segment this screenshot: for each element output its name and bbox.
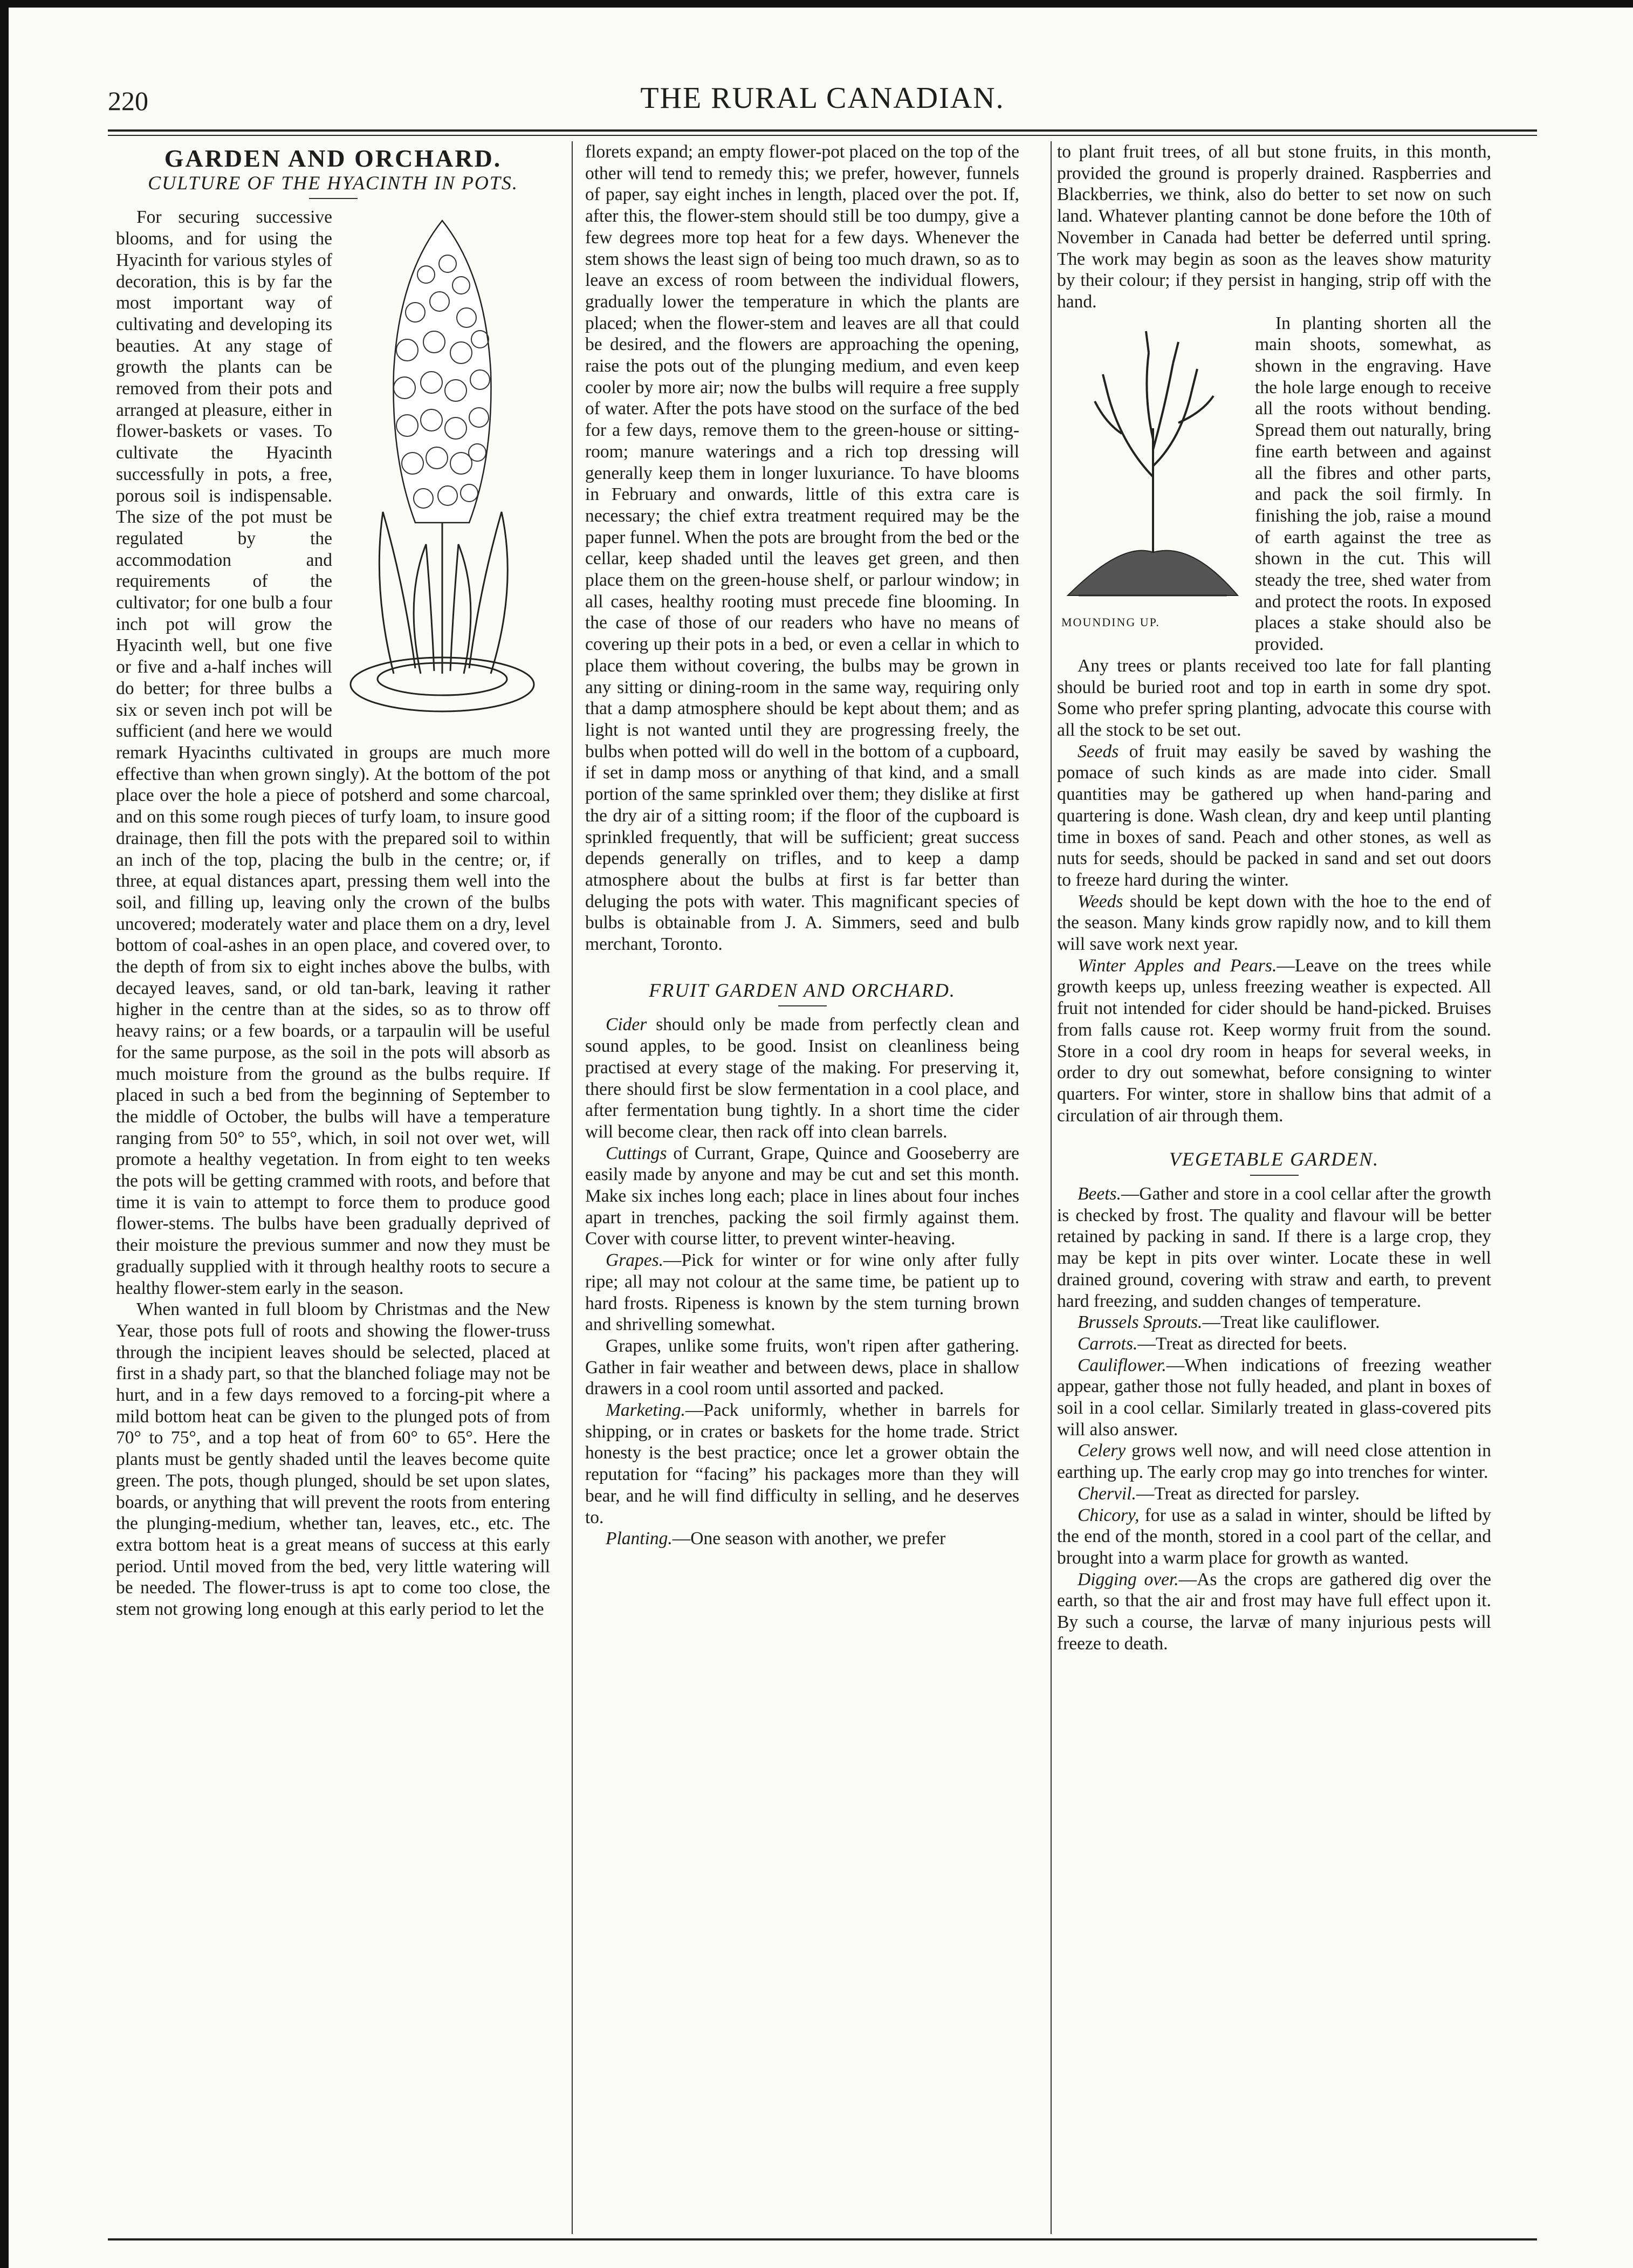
run-in-heading: Weeds bbox=[1078, 891, 1123, 912]
column-separator bbox=[572, 141, 573, 2234]
paragraph: Beets.—Gather and store in a cool cellar after the growth is checked by frost. The quality and flavour will be better retained by packing in sand. If there is a large crop, they may be kept in pits over winter. Locate these in well drained ground, covering with straw and earth, to prevent hard freezing, and sudden changes of temperature. bbox=[1057, 1184, 1491, 1311]
paragraph: to plant fruit trees, of all but stone fruits, in this month, provided the ground is properly drained. Raspberries and Blackberries, we think, also do better to set now on such land. Whatever planting cannot be done before the 10th of November in Canada had better be deferred until spring. The work may begin as soon as the leaves show maturity by their colour; if they persist in hanging, strip off with the hand. bbox=[1057, 142, 1491, 312]
paragraph: Marketing.—Pack uniformly, whether in barrels for shipping, or in crates or baskets for the home trade. Strict honesty is the best practice; once let a grower obtain the reputation for “facing” his packages more than they will bear, and he will find difficulty in selling, and he deserves to. bbox=[585, 1400, 1019, 1527]
run-in-heading: Celery bbox=[1078, 1441, 1126, 1461]
paragraph: Grapes, unlike some fruits, won't ripen after gathering. Gather in fair weather and between dews, place in shallow drawers in a cool room until assorted and packed. bbox=[585, 1335, 1019, 1399]
footer-rule bbox=[108, 2238, 1537, 2240]
scan-top-edge bbox=[0, 0, 1633, 8]
run-in-heading: Beets. bbox=[1078, 1184, 1121, 1204]
paragraph: Cauliflower.—When indications of freezing weather appear, gather those not fully headed, and plant in boxes of soil in a cool cellar. Similarly treated in glass-covered pits will also answer. bbox=[1057, 1355, 1491, 1440]
run-in-heading: Carrots. bbox=[1078, 1333, 1138, 1354]
scan-left-edge bbox=[0, 0, 9, 2268]
title-dash bbox=[778, 1005, 827, 1006]
run-in-heading: Marketing. bbox=[606, 1400, 685, 1421]
header-rule-thin bbox=[108, 135, 1537, 136]
paragraph: Winter Apples and Pears.—Leave on the trees while growth keeps up, unless freezing weather is expected. All fruit not intended for cider should be hand-picked. Bruises from falls cause rot. Keep wormy fruit from the sound. Store in a cool dry room in heaps for several weeks, in order to dry out somewhat, before consigning to winter quarters. For winter, store in shallow bins that admit of a circulation of air through them. bbox=[1057, 955, 1491, 1126]
paragraph: Seeds of fruit may easily be saved by washing the pomace of such kinds as are made into cider. Small quantities may be gathered up when hand-paring and quartering is done. Wash clean, dry and keep until planting time in boxes of sand. Peach and other stones, as well as nuts for seeds, should be packed in sand and set out doors to freeze hard during the winter. bbox=[1057, 741, 1491, 890]
run-in-heading: Cider bbox=[606, 1015, 647, 1035]
paragraph: Brussels Sprouts.—Treat like cauliflower. bbox=[1078, 1312, 1380, 1333]
run-in-heading: Brussels Sprouts. bbox=[1078, 1312, 1203, 1333]
column-1 bbox=[116, 141, 550, 2234]
paragraph: Cider should only be made from perfectly clean and sound apples, to be good. Insist on cleanliness being practised at every stage of the making. For preserving it, there should first be slow fermentation in a cool place, and after fermentation bung tightly. In a short time the cider will become clear, then rack off into clean barrels. bbox=[585, 1015, 1019, 1142]
paragraph: Digging over.—As the crops are gathered dig over the earth, so that the air and frost may have full effect upon it. By such a course, the larvæ of many injurious pests will freeze to death. bbox=[1057, 1569, 1491, 1654]
title-dash bbox=[1250, 1175, 1299, 1176]
article-title-fruit: FRUIT GARDEN AND ORCHARD. bbox=[649, 979, 956, 1001]
title-dash bbox=[309, 198, 358, 199]
page-number: 220 bbox=[108, 86, 148, 116]
paragraph: Weeds should be kept down with the hoe to the end of the season. Many kinds grow rapidly now, and to kill them will save work next year. bbox=[1057, 891, 1491, 955]
paragraph: Celery grows well now, and will need close attention in earthing up. The early crop may go into trenches for winter. bbox=[1057, 1441, 1491, 1483]
paragraph: Chervil.—Treat as directed for parsley. bbox=[1078, 1483, 1360, 1504]
run-in-heading: Digging over. bbox=[1078, 1569, 1179, 1589]
paragraph: Any trees or plants received too late for fall planting should be buried root and top in earth in some dry spot. Some who prefer spring planting, advocate this course with all the stock to be set out. bbox=[1057, 655, 1491, 740]
column-separator bbox=[1051, 141, 1052, 2234]
paragraph: Cuttings of Currant, Grape, Quince and Gooseberry are easily made by anyone and may be cut and set this month. Make six inches long each; place in lines about four inches apart in trenches, packing the soil firmly against them. Cover with course litter, to prevent winter-heaving. bbox=[585, 1143, 1019, 1249]
run-in-heading: Chicory, bbox=[1078, 1505, 1140, 1525]
paragraph: Chicory, for use as a salad in winter, should be lifted by the end of the month, stored in a cool part of the cellar, and brought into a warm place for growth as wanted. bbox=[1057, 1505, 1491, 1568]
paragraph: For securing successive blooms, and for using the Hyacinth for various styles of decoration, this is by far the most important way of cultivating and developing its beauties. At any stage of growth the plants can be removed from their pots and arranged at pleasure, either in flower-baskets or vases. To cultivate the Hyacinth successfully in pots, a free, porous soil is indispensable. The size of the pot must be regulated by the accommodation and requirements of the cultivator; for one bulb a four inch pot will grow the Hyacinth well, but one five or five and a-half inches will do better; for three bulbs a six or seven inch pot will be sufficient (and here we would remark Hyacinths cultivated in groups are much more effective than when grown singly). At the bottom of the pot place over the hole a piece of potsherd and some charcoal, and on this some rough pieces of turfy loam, to insure good drainage, then fill the pots with the prepared soil to within an inch of the top, placing the bulb in the centre; or, if three, at equal distances apart, pressing them well into the soil, and filling up, leaving only the crown of the bulbs uncovered; moderately water and place them on a dry, level bottom of coal-ashes in an open place, and covered over, to the depth of from six to eight inches above the bulbs, with decayed leaves, sand, or old tan-bark, leaving it rather higher in the centre than at the sides, so as to throw off heavy rains; or a few boards, or a tarpaulin will be useful for the same purpose, as the soil in the pots will absorb as much moisture from the ground as the bulbs require. If placed in such a bed from the beginning of September to the middle of October, the bulbs will have a temperature ranging from 50° to 55°, which, in soil not over wet, will promote a healthy vegetation. In from eight to ten weeks the pots will be getting crammed with roots, and before that time it is vain to attempt to force them to produce good flower-stems. The bulbs have been gradually deprived of their moisture the previous summer and now they must be gradually supplied with it through healthy roots to secure a healthy flower-stem early in the season. bbox=[116, 207, 550, 1298]
run-in-heading: Chervil. bbox=[1078, 1483, 1136, 1504]
tree-planting-illustration bbox=[1057, 315, 1248, 633]
masthead-title: THE RURAL CANADIAN. bbox=[640, 81, 1005, 115]
page-header bbox=[108, 81, 1537, 124]
header-rule bbox=[108, 129, 1537, 132]
run-in-heading: Cuttings bbox=[606, 1143, 667, 1163]
run-in-heading: Seeds bbox=[1078, 741, 1119, 762]
run-in-heading: Planting. bbox=[606, 1529, 673, 1549]
paragraph: Grapes.—Pick for winter or for wine only after fully ripe; all may not colour at the same time, be patient up to hard frosts. Ripeness is known by the stem turning brown and shrivelling somewhat. bbox=[585, 1250, 1019, 1335]
article-title-vegetable: VEGETABLE GARDEN. bbox=[1169, 1148, 1380, 1170]
column-3 bbox=[1057, 141, 1491, 2234]
paragraph: In planting shorten all the main shoots, somewhat, as shown in the engraving. Have the hole large enough to receive all the roots without bending. Spread them out naturally, bring fine earth between and against all the fibres and other parts, and pack the soil firmly. In finishing the job, raise a mound of earth against the tree as shown in the cut. This will steady the tree, shed water from and protect the roots. In exposed places a stake should also be provided. bbox=[1255, 313, 1491, 655]
run-in-heading: Winter Apples and Pears. bbox=[1078, 955, 1277, 976]
article-title-hyacinth: CULTURE OF THE HYACINTH IN POTS. bbox=[148, 172, 518, 194]
paragraph: When wanted in full bloom by Christmas and the New Year, those pots full of roots and showing the flower-truss through the incipient leaves should be selected, placed at first in a shady part, so that the blanched foliage may not be hurt, and in a few days removed to a forcing-pit where a mild bottom heat can be given to the plunged pots of from 70° to 75°, and a top heat of from 60° to 65°. Here the plants must be gently shaded until the leaves become quite green. The pots, though plunged, should be set upon slates, boards, or anything that will prevent the roots from entering the plunging-medium, whether tan, leaves, etc., etc. The extra bottom heat is a great means of success at this early period. Until moved from the bed, very little watering will be needed. The flower-truss is apt to come too close, the stem not growing long enough at this early period to let the bbox=[116, 1299, 550, 1620]
run-in-heading: Grapes. bbox=[606, 1250, 664, 1271]
hyacinth-illustration bbox=[340, 210, 550, 725]
figure-caption: MOUNDING UP. bbox=[1061, 615, 1160, 629]
paragraph: Planting.—One season with another, we prefer bbox=[606, 1529, 946, 1549]
column-2 bbox=[585, 141, 1019, 2234]
run-in-heading: Cauliflower. bbox=[1078, 1355, 1167, 1375]
section-title: GARDEN AND ORCHARD. bbox=[164, 145, 502, 172]
paragraph: Carrots.—Treat as directed for beets. bbox=[1078, 1333, 1347, 1354]
paragraph: florets expand; an empty flower-pot placed on the top of the other will tend to remedy this; we prefer, however, funnels of paper, say eight inches in length, placed over the pot. If, after this, the flower-stem should still be too dumpy, give a few degrees more top heat for a few days. Whenever the stem shows the least sign of being too much drawn, so as to leave an excess of room between the individual flowers, gradually lower the temperature in which the plants are placed; when the flower-stem and leaves are all that could be desired, and the flowers are approaching the opening, raise the pots out of the plunging medium, and even keep cooler by more air; now the bulbs will require a free supply of water. After the pots have stood on the surface of the bed for a few days, remove them to the green-house or sitting-room; manure waterings and a rich top dressing will generally keep them in longer luxuriance. To have blooms in February and onwards, little of this extra care is necessary; the chief extra treatment required may be the paper funnel. When the pots are brought from the bed or the cellar, keep shaded until the leaves get green, and then place them on the green-house shelf, or parlour window; in all cases, healthy rooting must precede fine blooming. In the case of those of our readers who have no means of covering up their pots in a bed, or even a cellar in which to place them without covering, the bulbs may be grown in any sitting or dining-room in the same way, requiring only that a damp atmosphere should be kept about them; and as light is not wanted until they are progressing freely, the bulbs when potted will do well in the bottom of a cupboard, if set in damp moss or anything of that kind, and a small portion of the same sprinkled over them; they dislike at first the dry air of a sitting room; if the floor of the cupboard is sprinkled frequently, that will be sufficient; great success depends generally on trifles, and to keep a damp atmosphere about the bulbs at first is far better than deluging the pots with water. This magnificant species of bulbs is obtainable from J. A. Simmers, seed and bulb merchant, Toronto. bbox=[585, 142, 1019, 955]
